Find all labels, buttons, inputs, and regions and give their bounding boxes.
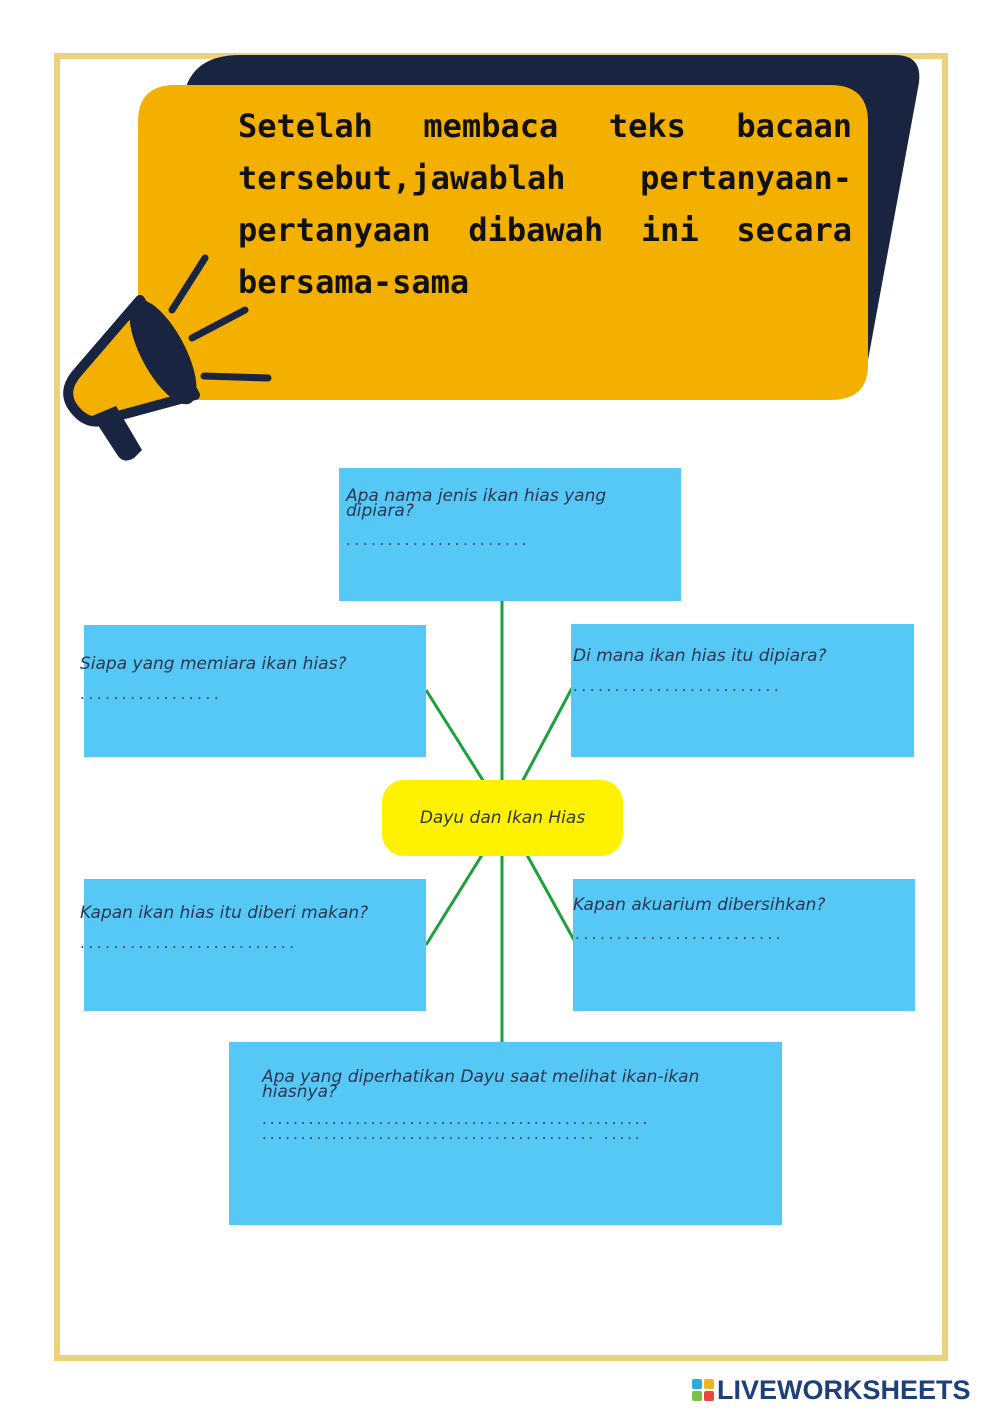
brand-name: LIVEWORKSHEETS	[717, 1374, 971, 1405]
question-text: Kapan ikan hias itu diberi makan?	[80, 903, 369, 923]
question-text: Kapan akuarium dibersihkan?	[573, 895, 826, 915]
question-text: Di mana ikan hias itu dipiara?	[573, 646, 827, 666]
answer-dots: ..........................	[80, 934, 298, 952]
question-text: Apa nama jenis ikan hias yang dipiara?	[346, 486, 607, 521]
liveworksheets-logo	[692, 1372, 971, 1408]
connector-left-upper	[426, 690, 484, 782]
answer-dots: ......................	[346, 531, 531, 549]
question-box-left-lower[interactable]	[80, 879, 426, 1011]
connector-right-lower	[527, 855, 574, 940]
liveworksheets-logo-icon	[692, 1379, 714, 1401]
center-topic: Dayu dan Ikan Hias	[382, 780, 623, 856]
answer-dots: .........................	[575, 925, 785, 943]
answer-dots-line-1: ..................................................	[262, 1110, 651, 1128]
answer-dots-line-2: ........................................... .....	[262, 1125, 643, 1143]
instruction-text: Setelah membaca teks bacaan tersebut,jawablah pertanyaan-pertanyaan dibawah ini secara bersama-sama	[238, 107, 852, 301]
question-box-top[interactable]	[339, 468, 681, 601]
question-box-left-upper[interactable]	[80, 625, 426, 757]
connector-right-upper	[522, 688, 572, 782]
answer-dots: .................	[80, 685, 223, 703]
question-box-right-upper[interactable]	[571, 624, 914, 757]
question-box-right-lower[interactable]	[573, 879, 915, 1011]
answer-dots: .........................	[573, 677, 783, 695]
connector-left-lower	[426, 855, 482, 945]
question-box-bottom[interactable]	[229, 1042, 782, 1225]
question-text: Siapa yang memiara ikan hias?	[80, 654, 347, 674]
question-text: Apa yang diperhatikan Dayu saat melihat ikan-ikan hiasnya?	[262, 1067, 700, 1102]
